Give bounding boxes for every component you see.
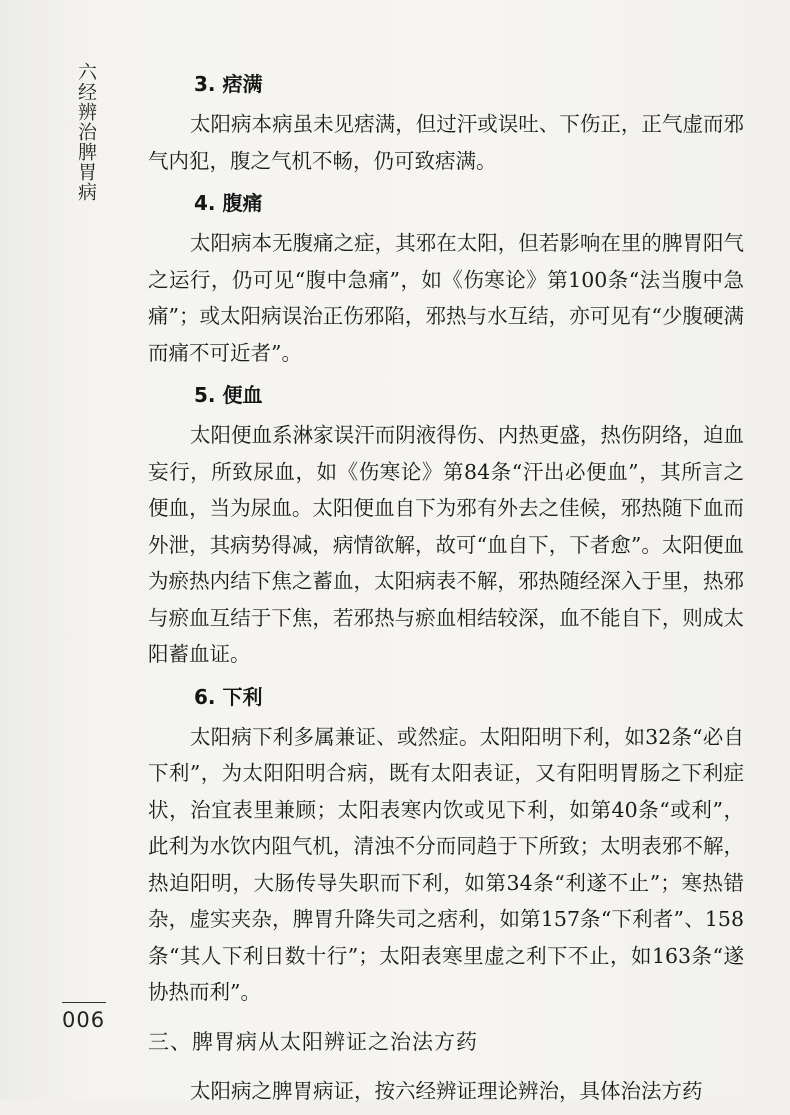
- paragraph-3: 太阳病本病虽未见痞满，但过汗或误吐、下伤正，正气虚而邪气内犯，腹之气机不畅，仍可致痞满。: [148, 112, 744, 173]
- page-number-rule: [62, 1002, 106, 1003]
- paragraph-4: 太阳病本无腹痛之症，其邪在太阳，但若影响在里的脾胃阳气之运行，仍可见“腹中急痛”，如《伤寒论》第100条“法当腹中急痛”；或太阳病误治正伤邪陷，邪热与水互结，亦可见有“少腹硬满而痛不可近者”。: [148, 231, 744, 365]
- subheading-5: 5. 便血: [194, 383, 263, 407]
- closing-paragraph: 太阳病之脾胃病证，按六经辨证理论辨治，具体治法方药: [190, 1078, 703, 1103]
- subheading-6: 6. 下利: [194, 684, 263, 709]
- running-title: 六经辨治脾胃病: [75, 62, 97, 202]
- page-number: 006: [62, 1008, 106, 1032]
- page-body: [148, 66, 744, 1115]
- paragraph-6: 太阳病下利多属兼证、或然症。太阳阳明下利，如32条“必自下利”，为太阳阳明合病，既有太阳表证，又有阳明胃肠之下利症状，治宜表里兼顾；太阳表寒内饮或见下利，如第40条“或利”，此利为水饮内阻气机，清浊不分而同趋于下所致；太明表邪不解，热迫阳明，大肠传导失职而下利，如第34条“利遂不止”；寒热错杂，虚实夹杂，脾胃升降失司之痞利，如第157条“下利者”、158条“其人下利日数十行”；太阳表寒里虚之利下不止，如163条“遂协热而利”。: [148, 724, 744, 1004]
- section-heading: 三、脾胃病从太阳辨证之治法方药: [148, 1029, 478, 1054]
- subheading-3: 3. 痞满: [194, 72, 263, 96]
- subheading-4: 4. 腹痛: [194, 191, 263, 215]
- paragraph-5: 太阳便血系淋家误汗而阴液得伤、内热更盛，热伤阴络，迫血妄行，所致尿血，如《伤寒论》第84条“汗出必便血”，其所言之便血，当为尿血。太阳便血自下为邪有外去之佳候，邪热随下血而外泄，其病势得减，病情欲解，故可“血自下，下者愈”。太阳便血为瘀热内结下焦之蓄血，太阳病表不解，邪热随经深入于里，热邪与瘀血互结于下焦，若邪热与瘀血相结较深，血不能自下，则成太阳蓄血证。: [148, 423, 744, 666]
